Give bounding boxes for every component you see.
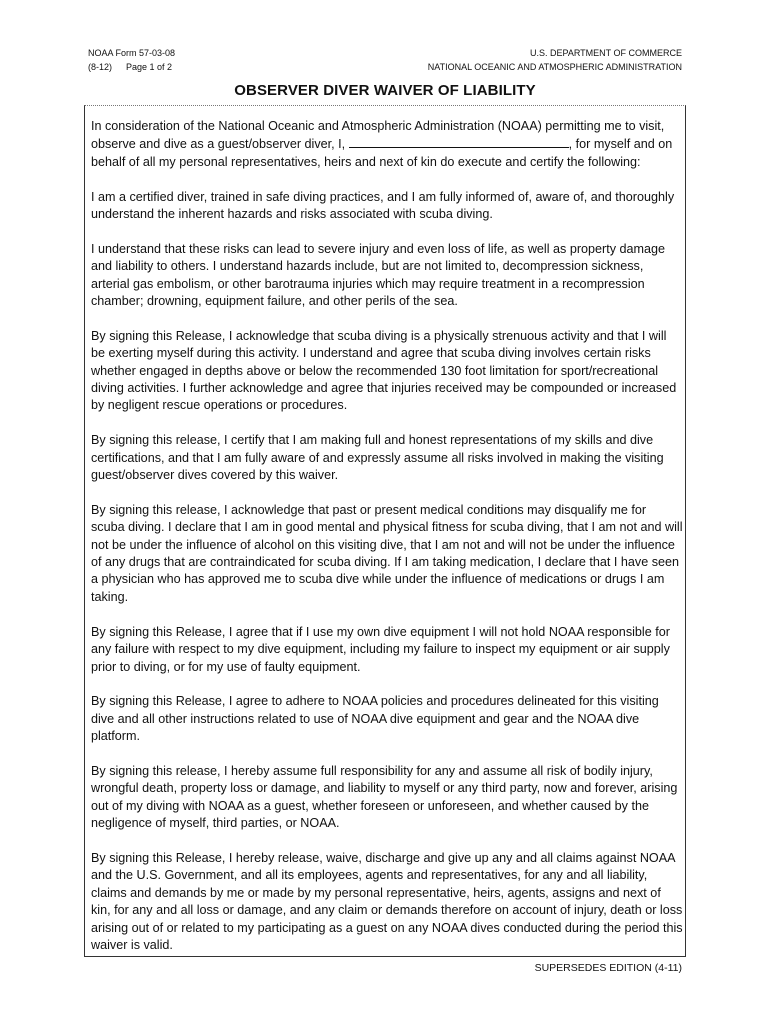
paragraph-own-equipment: By signing this Release, I agree that if I use my own dive equipment I will not hold NOAA responsible for any failure with respect to my dive equipment, including my failure to inspect my equipment or air supply prior to diving, or for my use of faulty equipment.	[91, 624, 670, 674]
paragraph-risks: I understand that these risks can lead to severe injury and even loss of life, as well as property damage and liability to others. I understand hazards include, but are not limited to, decompression sickness, arterial gas embolism, or other barotrauma injuries which may require treatment in a recompression chamber; drowning, equipment failure, and other perils of the sea.	[91, 241, 666, 309]
waiver-body	[91, 118, 683, 972]
department-name: U.S. DEPARTMENT OF COMMERCE	[529, 48, 682, 58]
paragraph-assume-responsibility: By signing this release, I hereby assume full responsibility for any and assume all risk of bodily injury, wrongful death, property loss or damage, and liability to myself or any third party, now and forever, arising out of my diving with NOAA as a guest, whether foreseen or unforeseen, and whether caused by the negligence of myself, third parties, or NOAA.	[91, 763, 678, 831]
form-header	[88, 46, 682, 76]
paragraph-release-claims: By signing this Release, I hereby release, waive, discharge and give up any and all claims against NOAA and the U.S. Government, and all its employees, agents and representatives, for any and all liability, claims and demands by me or made by my personal representative, heirs, agents, assigns and next of kin, for any and all loss or damage, and any claim or demands therefore on account of injury, death or loss arising out of or related to my participating as a guest on any NOAA dives conducted during the period this waiver is valid.	[91, 850, 683, 952]
document-title: OBSERVER DIVER WAIVER OF LIABILITY	[234, 82, 536, 99]
page-number: Page 1 of 2	[126, 62, 173, 72]
form-id-block	[88, 46, 175, 74]
intro-text-start: In consideration of the National Oceanic and Atmospheric Administration (NOAA) permitting me to visit, observe and dive as a guest/observer diver, I,	[91, 119, 665, 152]
intro-paragraph	[91, 118, 683, 171]
agency-name: NATIONAL OCEANIC AND ATMOSPHERIC ADMINISTRATION	[427, 62, 682, 72]
name-field[interactable]	[349, 135, 569, 148]
paragraph-policies: By signing this Release, I agree to adhere to NOAA policies and procedures delineated for this visiting dive and all other instructions related to use of NOAA dive equipment and gear and the NOAA dive platform.	[91, 694, 659, 744]
paragraph-strenuous-activity: By signing this Release, I acknowledge that scuba diving is a physically strenuous activity and that I will be exerting myself during this activity. I understand and agree that scuba diving involves certain risks whether engaged in depths above or below the recommended 130 foot limitation for sport/recreational diving activities. I further acknowledge and agree that injuries received may be compounded or increased by negligent rescue operations or procedures.	[91, 328, 677, 413]
agency-block	[428, 46, 682, 74]
form-revision-line	[88, 60, 175, 74]
paragraph-medical-conditions: By signing this release, I acknowledge that past or present medical conditions may disqualify me for scuba diving. I declare that I am in good mental and physical fitness for scuba diving, that I am not and will not be under the influence of alcohol on this visiting dive, that I am not and will not be under the influence of any drugs that are contraindicated for scuba diving. If I am taking medication, I declare that I have seen a physician who has approved me to scuba dive while under the influence of medications or drugs I am taking.	[91, 502, 683, 604]
paragraph-certified-diver: I am a certified diver, trained in safe diving practices, and I am fully informed of, aware of, and thoroughly understand the inherent hazards and risks associated with scuba diving.	[91, 189, 675, 222]
paragraph-representations: By signing this release, I certify that I am making full and honest representations of my skills and dive certifications, and that I am fully aware of and expressly assume all risks involved in making the visiting guest/observer dives covered by this waiver.	[91, 433, 664, 483]
supersedes-edition: SUPERSEDES EDITION (4-11)	[534, 962, 682, 974]
form-number: NOAA Form 57-03-08	[88, 48, 176, 58]
form-revision: (8-12)	[88, 62, 113, 72]
intro-text-end: , for myself and on behalf of all my personal representatives, heirs and next of kin do execute and certify the following:	[91, 137, 673, 169]
